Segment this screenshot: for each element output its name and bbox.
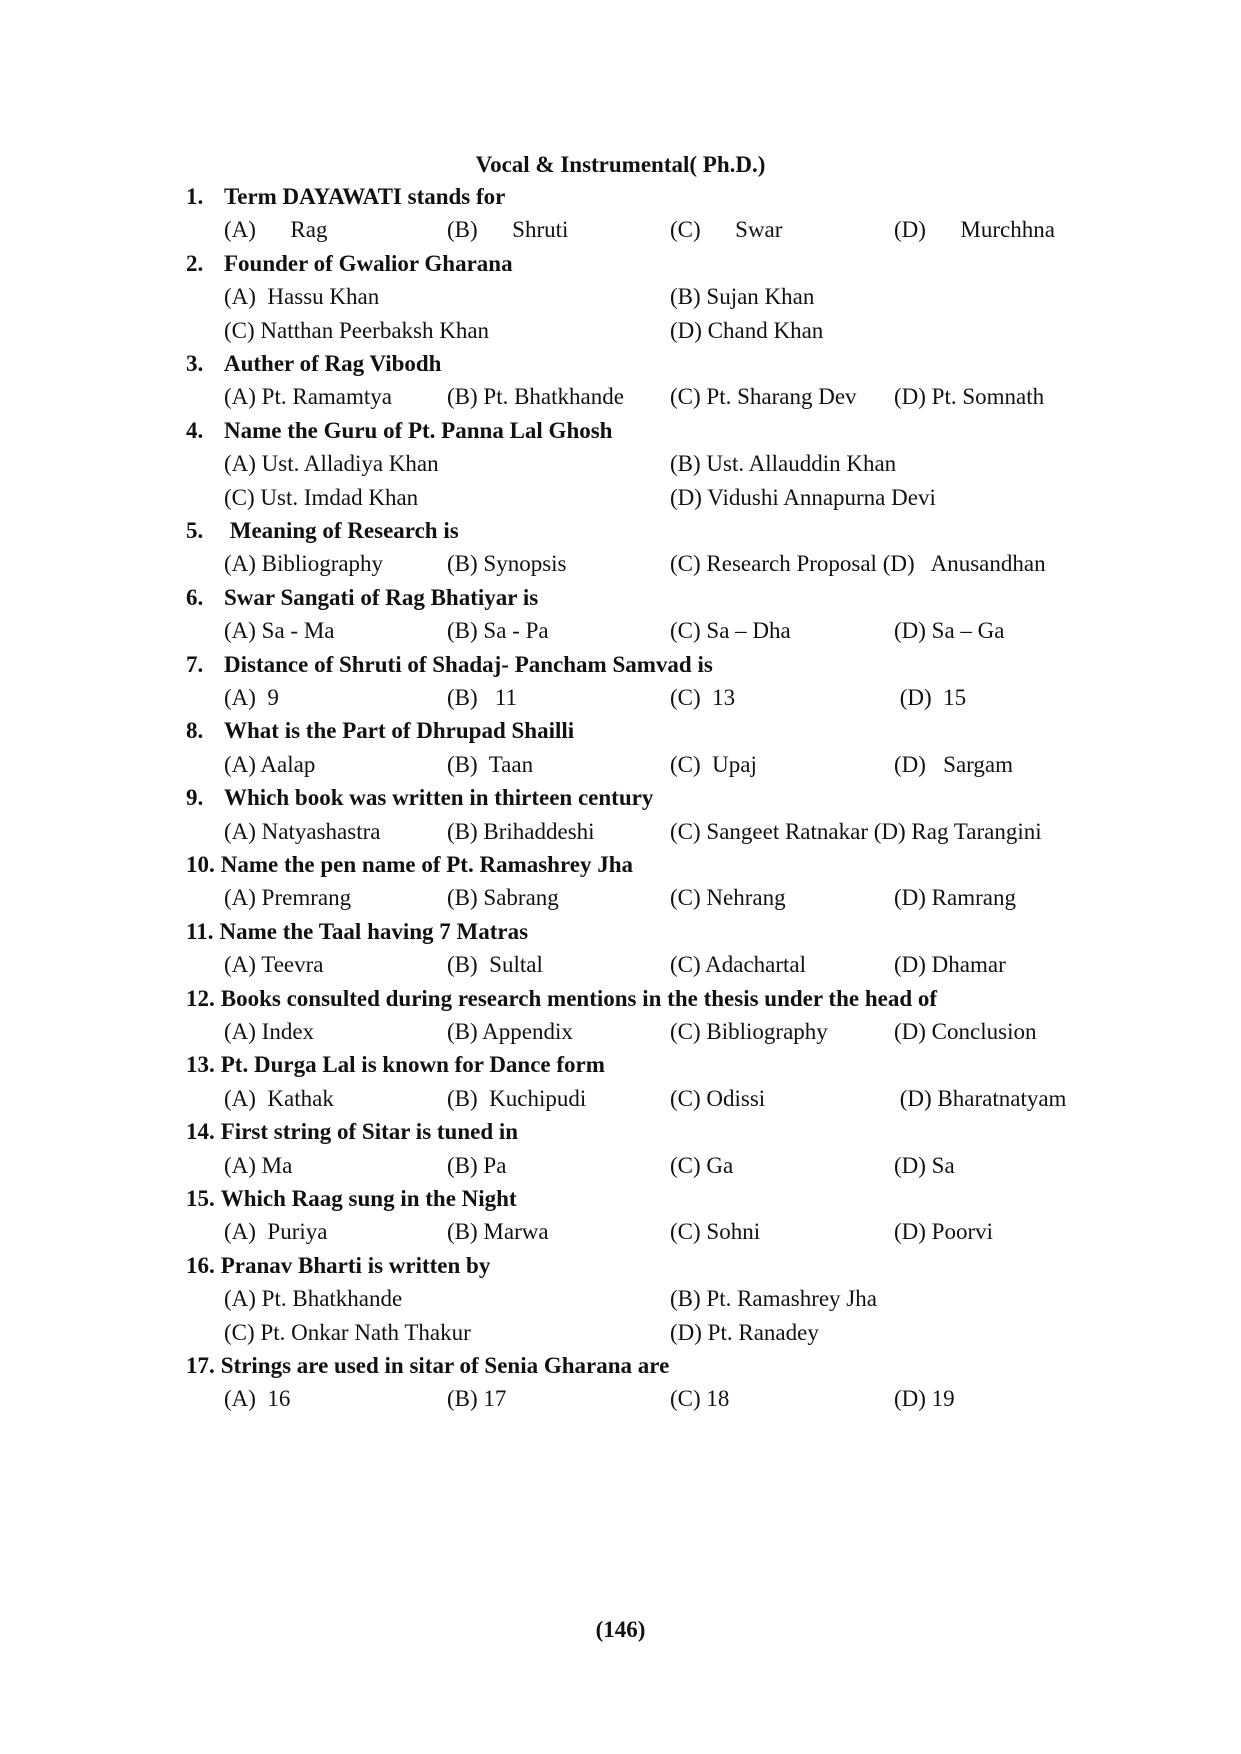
option-a: (A) Pt. Bhatkhande bbox=[224, 1286, 403, 1312]
option-a: (A) Puriya bbox=[224, 1219, 328, 1245]
question-7 bbox=[186, 650, 1086, 680]
question-number: 7. bbox=[186, 651, 204, 677]
option-a: (A) Bibliography bbox=[224, 551, 384, 577]
option-d: (D) Poorvi bbox=[894, 1219, 994, 1245]
options-row bbox=[224, 1017, 1104, 1047]
option-c: (C) Bibliography bbox=[670, 1019, 828, 1044]
options-row bbox=[224, 883, 1104, 913]
question-number: 14. bbox=[186, 1119, 215, 1145]
question-text: Strings are used in sitar of Senia Gharana are bbox=[220, 1353, 670, 1378]
options-row bbox=[224, 282, 1104, 312]
question-6 bbox=[186, 583, 1086, 613]
option-c: (C) Upaj bbox=[670, 751, 757, 777]
option-c: (C) Sohni bbox=[670, 1219, 761, 1245]
question-13 bbox=[186, 1050, 1086, 1080]
options-row bbox=[224, 1084, 1104, 1114]
option-d: (D) Sa – Ga bbox=[894, 618, 1005, 644]
option-c: (C) Pt. Sharang Dev bbox=[670, 384, 857, 410]
question-text: Meaning of Research is bbox=[224, 518, 459, 543]
question-text: Pt. Durga Lal is known for Dance form bbox=[220, 1052, 605, 1078]
option-b: (B) Taan bbox=[447, 751, 534, 777]
question-text: Name the pen name of Pt. Ramashrey Jha bbox=[220, 852, 634, 877]
options-row bbox=[224, 382, 1104, 412]
question-text: What is the Part of Dhrupad Shailli bbox=[224, 718, 575, 744]
question-number: 2. bbox=[186, 250, 204, 276]
option-c: (C) Natthan Peerbaksh Khan bbox=[224, 317, 490, 343]
option-a: (A) Premrang bbox=[224, 885, 352, 911]
option-d: (D) Vidushi Annapurna Devi bbox=[670, 484, 936, 510]
question-5 bbox=[186, 516, 1086, 546]
option-a: (A) Teevra bbox=[224, 952, 324, 978]
options-row bbox=[224, 549, 1104, 579]
options-row bbox=[224, 750, 1104, 780]
question-number: 5. bbox=[186, 518, 204, 543]
question-2 bbox=[186, 249, 1086, 279]
question-text: Pranav Bharti is written by bbox=[220, 1252, 491, 1278]
page-title: Vocal & Instrumental( Ph.D.) bbox=[475, 152, 766, 177]
question-text: Which Raag sung in the Night bbox=[220, 1186, 517, 1211]
question-14 bbox=[186, 1117, 1086, 1147]
question-text: Books consulted during research mentions in the thesis under the head of bbox=[220, 985, 938, 1011]
option-d: (D) Ramrang bbox=[894, 885, 1016, 911]
question-number: 15. bbox=[186, 1186, 215, 1211]
options-row bbox=[224, 683, 1104, 713]
option-c: (C) 13 bbox=[670, 685, 736, 710]
question-16 bbox=[186, 1251, 1086, 1281]
question-text: Swar Sangati of Rag Bhatiyar is bbox=[224, 584, 539, 610]
option-b: (B) Ust. Allauddin Khan bbox=[670, 451, 897, 477]
option-a: (A) Aalap bbox=[224, 751, 316, 777]
question-17 bbox=[186, 1351, 1086, 1381]
option-c: (C) Odissi bbox=[670, 1085, 766, 1111]
option-b: (B) Sa - Pa bbox=[447, 618, 549, 644]
options-row bbox=[224, 1217, 1104, 1247]
options-row bbox=[224, 483, 1104, 513]
question-number: 3. bbox=[186, 351, 204, 376]
options-row bbox=[224, 316, 1104, 346]
page-number: (146) bbox=[595, 1617, 646, 1642]
question-1 bbox=[186, 182, 1086, 212]
option-d: (D) 19 bbox=[894, 1386, 955, 1412]
option-c: (C) 18 bbox=[670, 1386, 730, 1412]
options-row bbox=[224, 215, 1104, 245]
option-d: (D) Sargam bbox=[894, 751, 1014, 777]
question-number: 17. bbox=[186, 1353, 215, 1378]
question-number: 9. bbox=[186, 785, 204, 811]
question-number: 11. bbox=[186, 918, 214, 944]
option-d: (D) Conclusion bbox=[894, 1019, 1037, 1044]
option-b: (B) Marwa bbox=[447, 1219, 549, 1245]
options-row bbox=[224, 1284, 1104, 1314]
question-text: First string of Sitar is tuned in bbox=[220, 1119, 519, 1145]
options-row bbox=[224, 1318, 1104, 1348]
question-number: 1. bbox=[186, 184, 204, 209]
option-d: (D) Murchhna bbox=[894, 217, 1055, 243]
option-c: (C) Adachartal bbox=[670, 952, 807, 978]
option-d: (D) Pt. Somnath bbox=[894, 384, 1045, 410]
question-text: Term DAYAWATI stands for bbox=[224, 184, 506, 209]
options-row bbox=[224, 1384, 1104, 1414]
option-a: (A) Hassu Khan bbox=[224, 284, 380, 310]
question-text: Founder of Gwalior Gharana bbox=[224, 250, 513, 276]
option-a: (A) Natyashastra bbox=[224, 818, 381, 844]
question-text: Name the Guru of Pt. Panna Lal Ghosh bbox=[224, 417, 613, 443]
option-b: (B) Sabrang bbox=[447, 885, 559, 911]
question-9 bbox=[186, 783, 1086, 813]
options-row bbox=[224, 1151, 1104, 1181]
options-row bbox=[224, 817, 1104, 847]
option-a: (A) Ust. Alladiya Khan bbox=[224, 451, 439, 477]
option-c: (C) Nehrang bbox=[670, 885, 786, 911]
question-8 bbox=[186, 716, 1086, 746]
options-row bbox=[224, 950, 1104, 980]
option-d: (D) Sa bbox=[894, 1152, 955, 1178]
option-a: (A) Ma bbox=[224, 1152, 293, 1178]
option-d: (D) Chand Khan bbox=[670, 317, 824, 343]
option-d: (D) Dhamar bbox=[894, 952, 1006, 978]
option-b: (B) Synopsis bbox=[447, 551, 567, 577]
option-b: (B) 17 bbox=[447, 1386, 507, 1412]
option-a: (A) Pt. Ramamtya bbox=[224, 384, 392, 410]
question-text: Auther of Rag Vibodh bbox=[224, 351, 442, 376]
option-c: (C) Sa – Dha bbox=[670, 618, 791, 644]
option-b: (B) Appendix bbox=[447, 1019, 573, 1044]
option-b: (B) Kuchipudi bbox=[447, 1085, 587, 1111]
question-15 bbox=[186, 1184, 1086, 1214]
option-d: (D) Pt. Ranadey bbox=[670, 1319, 819, 1345]
question-number: 6. bbox=[186, 584, 204, 610]
option-c: (C) Sangeet Ratnakar (D) Rag Tarangini bbox=[670, 818, 1042, 844]
option-b: (B) Pt. Ramashrey Jha bbox=[670, 1286, 877, 1312]
question-4 bbox=[186, 416, 1086, 446]
question-number: 8. bbox=[186, 718, 204, 744]
question-text: Which book was written in thirteen century bbox=[224, 785, 654, 811]
option-a: (A) Sa - Ma bbox=[224, 618, 335, 644]
option-a: (A) Kathak bbox=[224, 1085, 334, 1111]
option-d: (D) Bharatnatyam bbox=[894, 1085, 1067, 1111]
option-b: (B) Sultal bbox=[447, 952, 543, 978]
question-text: Name the Taal having 7 Matras bbox=[219, 918, 529, 944]
option-c: (C) Ust. Imdad Khan bbox=[224, 484, 419, 510]
option-d: (D) 15 bbox=[894, 685, 967, 710]
question-3 bbox=[186, 349, 1086, 379]
question-number: 13. bbox=[186, 1052, 215, 1078]
option-b: (B) 11 bbox=[447, 685, 518, 710]
options-row bbox=[224, 616, 1104, 646]
question-number: 4. bbox=[186, 417, 204, 443]
question-number: 10. bbox=[186, 852, 215, 877]
option-c: (C) Ga bbox=[670, 1152, 734, 1178]
option-b: (B) Sujan Khan bbox=[670, 284, 815, 310]
option-c: (C) Pt. Onkar Nath Thakur bbox=[224, 1319, 471, 1345]
option-c: (C) Swar bbox=[670, 217, 783, 243]
option-b: (B) Brihaddeshi bbox=[447, 818, 595, 844]
option-a: (A) Index bbox=[224, 1019, 315, 1044]
question-12 bbox=[186, 984, 1086, 1014]
option-b: (B) Pt. Bhatkhande bbox=[447, 384, 624, 410]
option-c: (C) Research Proposal (D) Anusandhan bbox=[670, 551, 1046, 577]
option-a: (A) 9 bbox=[224, 685, 279, 710]
question-text: Distance of Shruti of Shadaj- Pancham Samvad is bbox=[224, 651, 713, 677]
question-number: 16. bbox=[186, 1252, 215, 1278]
question-11 bbox=[186, 917, 1086, 947]
option-a: (A) Rag bbox=[224, 217, 328, 243]
question-10 bbox=[186, 850, 1086, 880]
options-row bbox=[224, 449, 1104, 479]
option-b: (B) Shruti bbox=[447, 217, 569, 243]
option-b: (B) Pa bbox=[447, 1152, 507, 1178]
option-a: (A) 16 bbox=[224, 1386, 291, 1412]
question-number: 12. bbox=[186, 985, 215, 1011]
